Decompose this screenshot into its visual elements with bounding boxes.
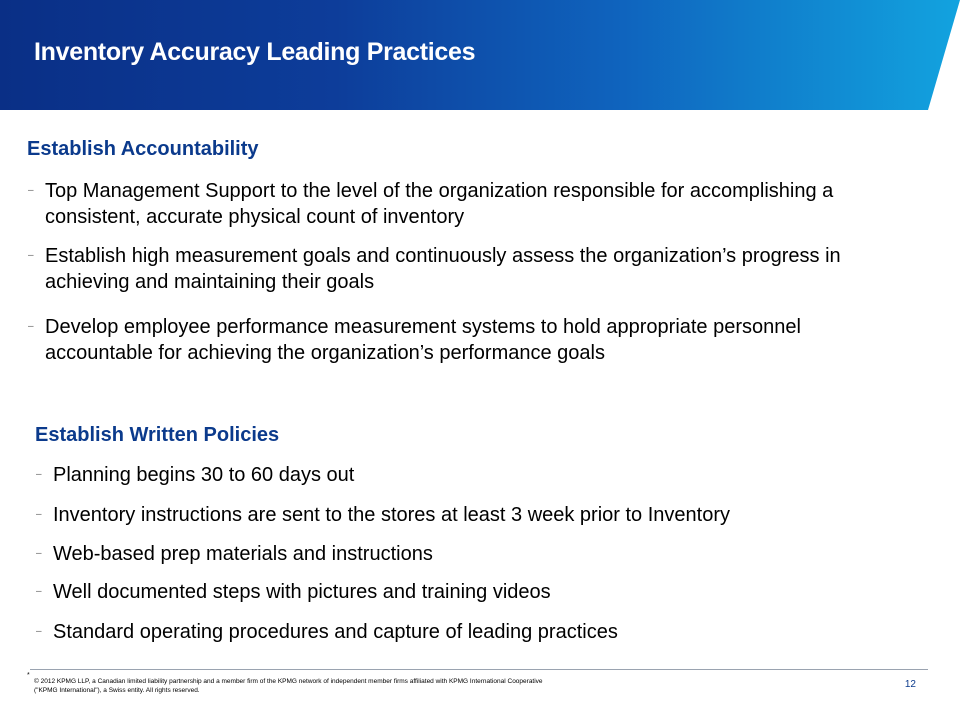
bullet-text: Web-based prep materials and instructions	[53, 543, 433, 565]
dash-bullet-icon: –	[36, 509, 42, 520]
section-heading-policies: Establish Written Policies	[35, 424, 280, 446]
dash-bullet-icon: –	[36, 586, 42, 597]
bullet-text: Inventory instructions are sent to the stores at least 3 week prior to Inventory	[53, 504, 731, 526]
bullet-text: Develop employee performance measurement systems to hold appropriate personnel accountable for achieving the organization’s performance goals	[45, 316, 801, 364]
footer-marker: *	[27, 672, 30, 679]
dash-bullet-icon: –	[36, 469, 42, 480]
copyright-notice: © 2012 KPMG LLP, a Canadian limited liability partnership and a member firm of the KPMG network of independent member firms affiliated with KPMG International Cooperative ("KPMG International"), a Swiss entity. All rights reserved.	[34, 678, 543, 694]
section-heading-accountability: Establish Accountability	[27, 138, 259, 160]
dash-bullet-icon: –	[36, 626, 42, 637]
dash-bullet-icon: –	[28, 321, 34, 332]
bullet-item	[36, 619, 903, 645]
bullet-text: Planning begins 30 to 60 days out	[53, 464, 355, 486]
dash-bullet-icon: –	[36, 548, 42, 559]
dash-bullet-icon: –	[28, 250, 34, 261]
dash-bullet-icon: –	[28, 185, 34, 196]
bullet-item	[28, 178, 895, 230]
slide-title: Inventory Accuracy Leading Practices	[34, 38, 476, 66]
footer-divider	[30, 669, 928, 670]
bullet-text: Top Management Support to the level of the organization responsible for accomplishing a consistent, accurate physical count of inventory	[45, 180, 834, 228]
bullet-item	[28, 314, 895, 366]
bullet-item	[36, 502, 903, 528]
bullet-item	[36, 541, 903, 567]
bullet-item	[36, 462, 903, 488]
bullet-item	[28, 243, 895, 295]
bullet-text: Establish high measurement goals and continuously assess the organization’s progress in achieving and maintaining their goals	[45, 245, 841, 293]
bullet-text: Standard operating procedures and capture of leading practices	[53, 621, 618, 643]
page-number: 12	[904, 679, 916, 690]
bullet-text: Well documented steps with pictures and training videos	[53, 581, 551, 603]
bullet-item	[36, 579, 903, 605]
